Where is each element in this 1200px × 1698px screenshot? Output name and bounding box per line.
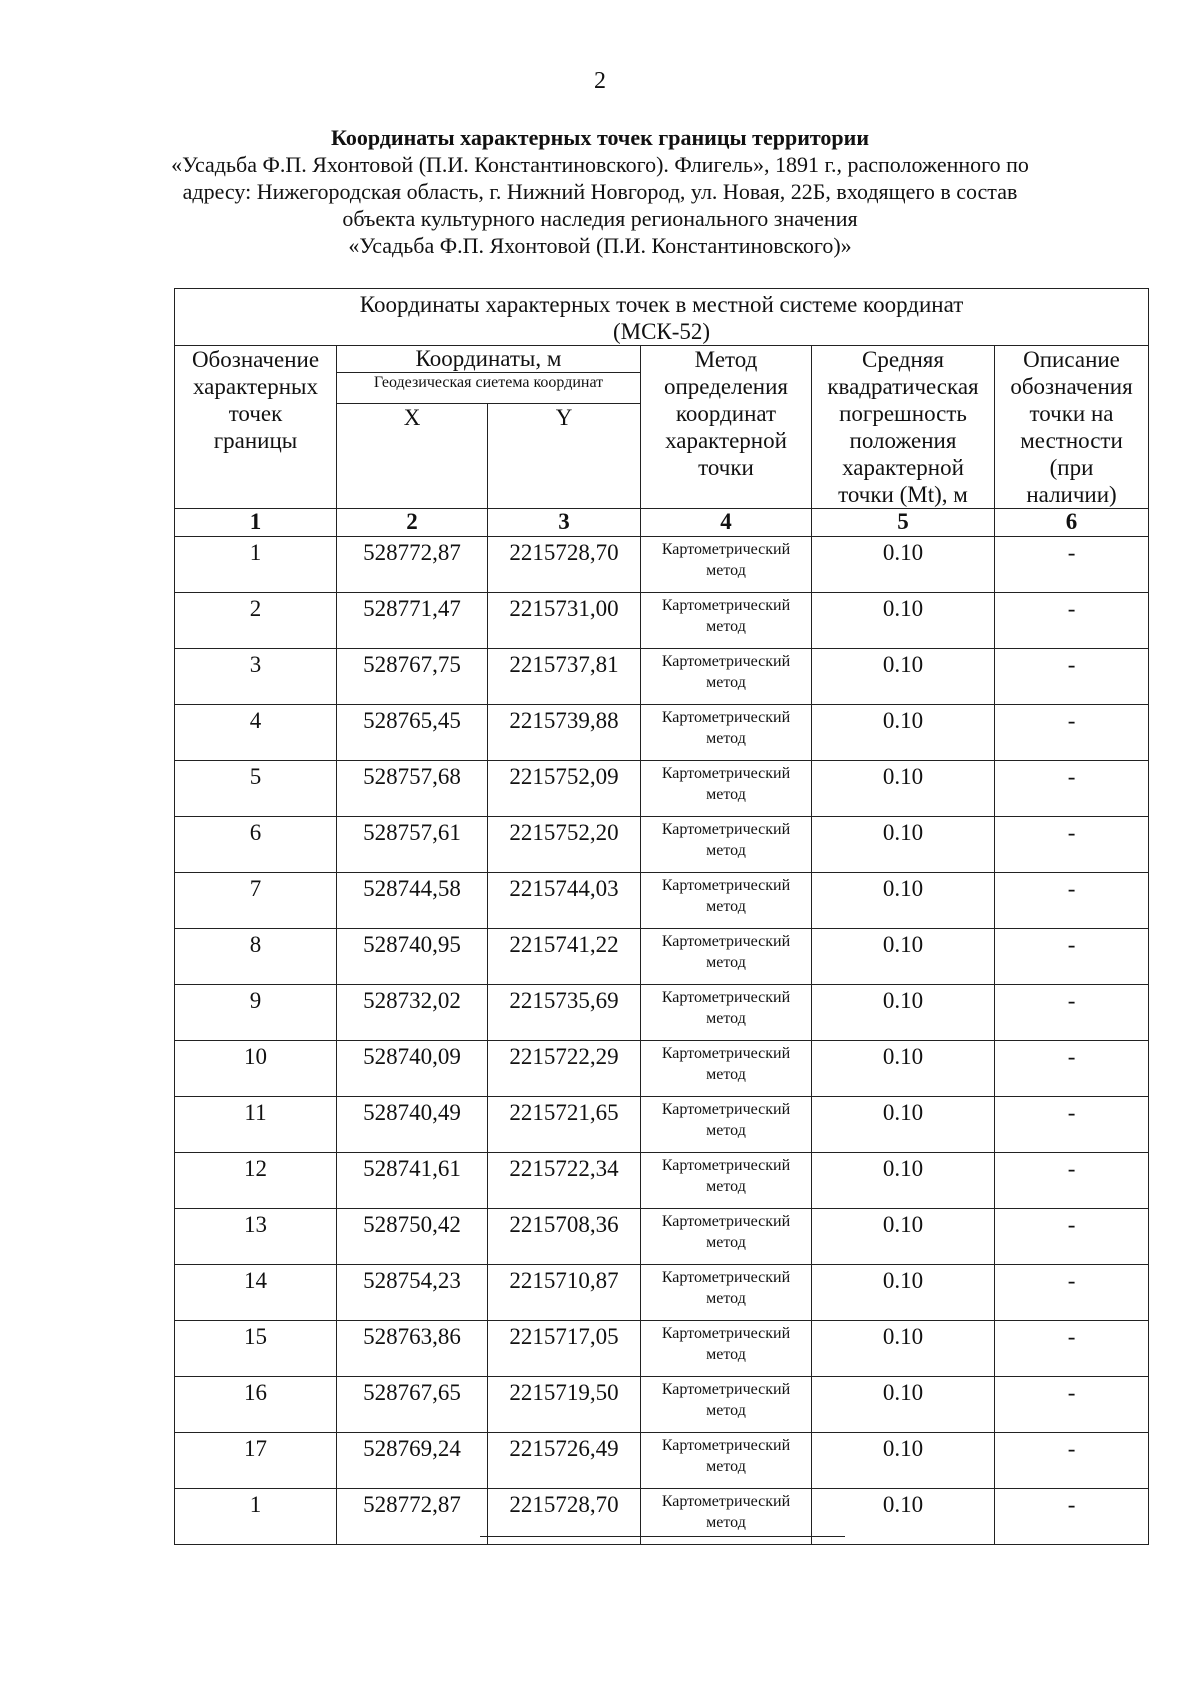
cell-description: - xyxy=(995,1321,1149,1377)
method-line-2: метод xyxy=(706,1346,746,1363)
cell-x: 528740,49 xyxy=(337,1097,488,1153)
cell-y: 2215735,69 xyxy=(488,985,641,1041)
table-row xyxy=(175,537,1149,593)
table-row xyxy=(175,1433,1149,1489)
cell-point: 16 xyxy=(175,1377,337,1433)
cell-y: 2215719,50 xyxy=(488,1377,641,1433)
cell-x: 528740,95 xyxy=(337,929,488,985)
cell-mt: 0.10 xyxy=(812,1321,995,1377)
table-row xyxy=(175,761,1149,817)
header-line: координат xyxy=(675,401,777,426)
table-row xyxy=(175,1265,1149,1321)
header-line: определения xyxy=(663,374,788,399)
header-line: точки на xyxy=(1029,401,1114,426)
cell-x: 528763,86 xyxy=(337,1321,488,1377)
cell-mt: 0.10 xyxy=(812,649,995,705)
cell-x: 528754,23 xyxy=(337,1265,488,1321)
cell-point: 13 xyxy=(175,1209,337,1265)
cell-mt: 0.10 xyxy=(812,1153,995,1209)
cell-x: 528757,68 xyxy=(337,761,488,817)
cell-x: 528769,24 xyxy=(337,1433,488,1489)
cell-y: 2215721,65 xyxy=(488,1097,641,1153)
method-line-2: метод xyxy=(706,730,746,747)
cell-method xyxy=(641,1209,812,1265)
cell-x: 528771,47 xyxy=(337,593,488,649)
cell-x: 528765,45 xyxy=(337,705,488,761)
cell-x: 528772,87 xyxy=(337,537,488,593)
table-row xyxy=(175,817,1149,873)
cell-point: 2 xyxy=(175,593,337,649)
cell-mt: 0.10 xyxy=(812,873,995,929)
header-mean-error xyxy=(812,346,995,509)
footer-divider xyxy=(480,1536,845,1537)
method-line-2: метод xyxy=(706,1178,746,1195)
cell-method xyxy=(641,537,812,593)
cell-y: 2215752,09 xyxy=(488,761,641,817)
column-number: 6 xyxy=(995,509,1149,537)
header-line: Средняя xyxy=(862,347,944,372)
method-line-1: Картометрический xyxy=(661,653,791,670)
cell-point: 5 xyxy=(175,761,337,817)
cell-x: 528772,87 xyxy=(337,1489,488,1545)
cell-x: 528767,75 xyxy=(337,649,488,705)
cell-description: - xyxy=(995,929,1149,985)
cell-point: 4 xyxy=(175,705,337,761)
method-line-1: Картометрический xyxy=(661,541,791,558)
cell-description: - xyxy=(995,873,1149,929)
cell-point: 11 xyxy=(175,1097,337,1153)
header-line: характерной xyxy=(842,455,964,480)
cell-point: 14 xyxy=(175,1265,337,1321)
heading-line-3: объекта культурного наследия регионального значения xyxy=(342,206,858,231)
cell-point: 10 xyxy=(175,1041,337,1097)
method-line-1: Картометрический xyxy=(661,1493,791,1510)
coordinates-table xyxy=(174,288,1149,1545)
header-description xyxy=(995,346,1149,509)
cell-description: - xyxy=(995,1041,1149,1097)
method-line-2: метод xyxy=(706,1402,746,1419)
method-line-2: метод xyxy=(706,1122,746,1139)
method-line-1: Картометрический xyxy=(661,709,791,726)
header-y: Y xyxy=(488,404,641,509)
cell-description: - xyxy=(995,593,1149,649)
method-line-2: метод xyxy=(706,1458,746,1475)
cell-method xyxy=(641,1265,812,1321)
cell-description: - xyxy=(995,705,1149,761)
cell-point: 6 xyxy=(175,817,337,873)
heading-title: Координаты характерных точек границы территории xyxy=(330,125,870,150)
method-line-1: Картометрический xyxy=(661,1381,791,1398)
cell-method xyxy=(641,817,812,873)
cell-description: - xyxy=(995,1433,1149,1489)
method-line-2: метод xyxy=(706,1514,746,1531)
method-line-2: метод xyxy=(706,562,746,579)
method-line-1: Картометрический xyxy=(661,1045,791,1062)
cell-y: 2215739,88 xyxy=(488,705,641,761)
cell-y: 2215741,22 xyxy=(488,929,641,985)
table-row xyxy=(175,1153,1149,1209)
cell-point: 7 xyxy=(175,873,337,929)
table-row xyxy=(175,1209,1149,1265)
method-line-1: Картометрический xyxy=(661,1213,791,1230)
column-number: 5 xyxy=(812,509,995,537)
cell-point: 9 xyxy=(175,985,337,1041)
header-line: (при xyxy=(1049,455,1094,480)
cell-y: 2215726,49 xyxy=(488,1433,641,1489)
cell-description: - xyxy=(995,985,1149,1041)
cell-x: 528732,02 xyxy=(337,985,488,1041)
cell-mt: 0.10 xyxy=(812,1097,995,1153)
method-line-2: метод xyxy=(706,1290,746,1307)
cell-point: 1 xyxy=(175,1489,337,1545)
cell-mt: 0.10 xyxy=(812,1377,995,1433)
header-line: Метод xyxy=(694,347,758,372)
cell-x: 528750,42 xyxy=(337,1209,488,1265)
method-line-2: метод xyxy=(706,954,746,971)
table-row xyxy=(175,1377,1149,1433)
header-x: X xyxy=(337,404,488,509)
column-number: 4 xyxy=(641,509,812,537)
header-line: положения xyxy=(849,428,957,453)
table-row xyxy=(175,593,1149,649)
header-line: точек xyxy=(228,401,283,426)
method-line-1: Картометрический xyxy=(661,1157,791,1174)
cell-description: - xyxy=(995,537,1149,593)
cell-mt: 0.10 xyxy=(812,817,995,873)
cell-y: 2215708,36 xyxy=(488,1209,641,1265)
cell-y: 2215737,81 xyxy=(488,649,641,705)
header-line: Описание xyxy=(1023,347,1120,372)
cell-point: 1 xyxy=(175,537,337,593)
page-number: 2 xyxy=(594,68,606,94)
cell-mt: 0.10 xyxy=(812,761,995,817)
method-line-1: Картометрический xyxy=(661,597,791,614)
cell-mt: 0.10 xyxy=(812,985,995,1041)
cell-mt: 0.10 xyxy=(812,929,995,985)
cell-x: 528767,65 xyxy=(337,1377,488,1433)
cell-y: 2215710,87 xyxy=(488,1265,641,1321)
cell-x: 528740,09 xyxy=(337,1041,488,1097)
cell-point: 8 xyxy=(175,929,337,985)
header-coordinates xyxy=(337,346,641,404)
method-line-1: Картометрический xyxy=(661,1101,791,1118)
cell-method xyxy=(641,929,812,985)
cell-method xyxy=(641,1433,812,1489)
cell-point: 3 xyxy=(175,649,337,705)
table-row xyxy=(175,705,1149,761)
cell-description: - xyxy=(995,1209,1149,1265)
cell-y: 2215752,20 xyxy=(488,817,641,873)
header-coordinates-title: Координаты, м xyxy=(415,346,562,371)
cell-mt: 0.10 xyxy=(812,1265,995,1321)
cell-y: 2215731,00 xyxy=(488,593,641,649)
column-number: 1 xyxy=(175,509,337,537)
table-row xyxy=(175,1041,1149,1097)
method-line-2: метод xyxy=(706,842,746,859)
column-number: 2 xyxy=(337,509,488,537)
column-number-row xyxy=(175,509,1149,537)
cell-method xyxy=(641,873,812,929)
method-line-1: Картометрический xyxy=(661,765,791,782)
method-line-1: Картометрический xyxy=(661,933,791,950)
method-line-2: метод xyxy=(706,1234,746,1251)
cell-mt: 0.10 xyxy=(812,537,995,593)
table-system-title xyxy=(175,289,1149,346)
cell-method xyxy=(641,1321,812,1377)
cell-method xyxy=(641,761,812,817)
cell-point: 17 xyxy=(175,1433,337,1489)
cell-y: 2215717,05 xyxy=(488,1321,641,1377)
cell-method xyxy=(641,1041,812,1097)
table-row xyxy=(175,929,1149,985)
document-heading xyxy=(130,124,1070,259)
header-line: наличии) xyxy=(1026,482,1117,507)
cell-mt: 0.10 xyxy=(812,593,995,649)
cell-x: 528744,58 xyxy=(337,873,488,929)
table-system-title-line-1: Координаты характерных точек в местной системе координат xyxy=(359,292,964,317)
cell-y: 2215744,03 xyxy=(488,873,641,929)
cell-mt: 0.10 xyxy=(812,1433,995,1489)
cell-y: 2215722,29 xyxy=(488,1041,641,1097)
header-line: погрешность xyxy=(839,401,967,426)
cell-mt: 0.10 xyxy=(812,705,995,761)
cell-mt: 0.10 xyxy=(812,1209,995,1265)
cell-mt: 0.10 xyxy=(812,1041,995,1097)
header-method xyxy=(641,346,812,509)
method-line-2: метод xyxy=(706,1066,746,1083)
heading-line-4: «Усадьба Ф.П. Яхонтовой (П.И. Константиновского)» xyxy=(348,233,852,258)
method-line-1: Картометрический xyxy=(661,1325,791,1342)
cell-y: 2215728,70 xyxy=(488,537,641,593)
cell-point: 15 xyxy=(175,1321,337,1377)
header-point-designation xyxy=(175,346,337,509)
header-line: точки (Mt), м xyxy=(838,482,968,507)
method-line-1: Картометрический xyxy=(661,989,791,1006)
cell-method xyxy=(641,985,812,1041)
header-line: местности xyxy=(1020,428,1123,453)
header-coordinates-system: Геодезическая сиетема координат xyxy=(337,372,640,399)
cell-description: - xyxy=(995,761,1149,817)
method-line-1: Картометрический xyxy=(661,821,791,838)
cell-point: 12 xyxy=(175,1153,337,1209)
table-row xyxy=(175,649,1149,705)
cell-y: 2215722,34 xyxy=(488,1153,641,1209)
table-row xyxy=(175,1097,1149,1153)
cell-mt: 0.10 xyxy=(812,1489,995,1545)
cell-description: - xyxy=(995,1377,1149,1433)
cell-description: - xyxy=(995,1097,1149,1153)
header-line: обозначения xyxy=(1010,374,1133,399)
cell-method xyxy=(641,1097,812,1153)
cell-description: - xyxy=(995,1265,1149,1321)
heading-line-1: «Усадьба Ф.П. Яхонтовой (П.И. Константиновского). Флигель», 1891 г., расположенного по xyxy=(171,152,1029,177)
header-line: границы xyxy=(213,428,298,453)
table-system-title-line-2: (МСК-52) xyxy=(612,319,711,344)
cell-x: 528741,61 xyxy=(337,1153,488,1209)
method-line-2: метод xyxy=(706,1010,746,1027)
column-number: 3 xyxy=(488,509,641,537)
method-line-2: метод xyxy=(706,786,746,803)
cell-y: 2215728,70 xyxy=(488,1489,641,1545)
method-line-2: метод xyxy=(706,618,746,635)
header-line: характерных xyxy=(192,374,318,399)
heading-line-2: адресу: Нижегородская область, г. Нижний Новгород, ул. Новая, 22Б, входящего в состав xyxy=(182,179,1018,204)
method-line-1: Картометрический xyxy=(661,1269,791,1286)
cell-x: 528757,61 xyxy=(337,817,488,873)
cell-description: - xyxy=(995,1153,1149,1209)
cell-method xyxy=(641,1153,812,1209)
cell-method xyxy=(641,649,812,705)
table-row xyxy=(175,1321,1149,1377)
method-line-1: Картометрический xyxy=(661,1437,791,1454)
header-line: квадратическая xyxy=(827,374,979,399)
table-body xyxy=(175,537,1149,1545)
cell-description: - xyxy=(995,1489,1149,1545)
cell-method xyxy=(641,705,812,761)
table-row xyxy=(175,873,1149,929)
cell-description: - xyxy=(995,817,1149,873)
cell-method xyxy=(641,593,812,649)
cell-method xyxy=(641,1377,812,1433)
header-line: характерной xyxy=(665,428,787,453)
method-line-2: метод xyxy=(706,898,746,915)
cell-description: - xyxy=(995,649,1149,705)
table-row xyxy=(175,985,1149,1041)
header-line: точки xyxy=(698,455,754,480)
method-line-2: метод xyxy=(706,674,746,691)
header-line: Обозначение xyxy=(191,347,320,372)
method-line-1: Картометрический xyxy=(661,877,791,894)
